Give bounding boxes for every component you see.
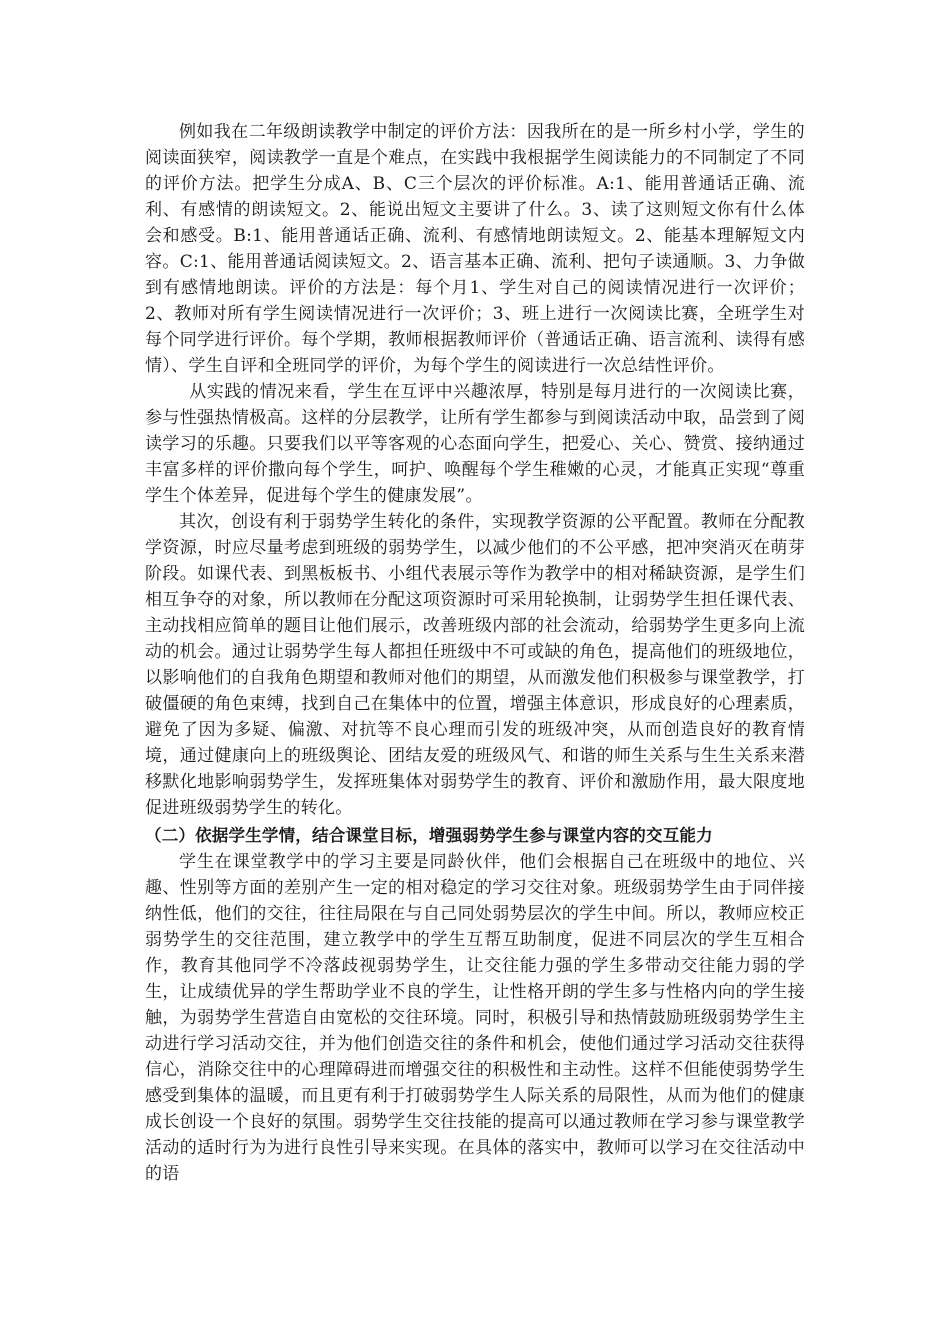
paragraph-interaction-ability: 学生在课堂教学中的学习主要是同龄伙伴，他们会根据自己在班级中的地位、兴趣、性别等方面的差别产生一定的相对稳定的学习交往对象。班级弱势学生由于同伴接纳性低，他们的交往，往往局限在与自己同处弱势层次的学生中间。所以，教师应校正弱势学生的交往范围，建立教学中的学生互帮互助制度，促进不同层次的学生互相合作，教育其他同学不冷落歧视弱势学生，让交往能力强的学生多带动交往能力弱的学生，让成绩优异的学生帮助学业不良的学生，让性格开朗的学生多与性格内向的学生接触，为弱势学生营造自由宽松的交往环境。同时，积极引导和热情鼓励班级弱势学生主动进行学习活动交往，并为他们创造交往的条件和机会，使他们通过学习活动交往获得信心，消除交往中的心理障碍进而增强交往的积极性和主动性。这样不但能使弱势学生感受到集体的温暖，而且更有利于打破弱势学生人际关系的局限性，从而为他们的健康成长创设一个良好的氛围。弱势学生交往技能的提高可以通过教师在学习参与课堂教学活动的适时行为为进行良性引导来实现。在具体的落实中，教师可以学习在交往活动中的语: [145, 852, 805, 1184]
paragraph-practice-results: 从实践的情况来看，学生在互评中兴趣浓厚，特别是每月进行的一次阅读比赛，参与性强热情极高。这样的分层教学，让所有学生都参与到阅读活动中取，品尝到了阅读学习的乐趣。只要我们以平等客观的心态面向学生，把爱心、关心、赞赏、接纳通过丰富多样的评价撒向每个学生，呵护、唤醒每个学生稚嫩的心灵，才能真正实现“尊重学生个体差异，促进每个学生的健康发展”。: [145, 382, 805, 506]
section-heading: （二）依据学生学情，结合课堂目标，增强弱势学生参与课堂内容的交互能力: [145, 826, 713, 845]
document-body: [145, 119, 805, 1187]
paragraph-resource-allocation: 其次，创设有利于弱势学生转化的条件，实现教学资源的公平配置。教师在分配教学资源，时应尽量考虑到班级的弱势学生，以减少他们的不公平感，把冲突消灭在萌芽阶段。如课代表、到黑板板书、小组代表展示等作为教学中的相对稀缺资源，是学生们相互争夺的对象，所以教师在分配这项资源时可采用轮换制，让弱势学生担任课代表、主动找相应简单的题目让他们展示，改善班级内部的社会流动，给弱势学生更多向上流动的机会。通过让弱势学生每人都担任班级中不可或缺的角色，提高他们的班级地位，以影响他们的自我角色期望和教师对他们的期望，从而激发他们积极参与课堂教学，打破僵硬的角色束缚，找到自己在集体中的位置，增强主体意识，形成良好的心理素质，避免了因为多疑、偏激、对抗等不良心理而引发的班级冲突，从而创造良好的教育情境，通过健康向上的班级舆论、团结友爱的班级风气、和谐的师生关系与生生关系来潜移默化地影响弱势学生，发挥班集体对弱势学生的教育、评价和激励作用，最大限度地促进班级弱势学生的转化。: [145, 512, 805, 818]
paragraph-evaluation-method: 例如我在二年级朗读教学中制定的评价方法：因我所在的是一所乡村小学，学生的阅读面狭窄，阅读教学一直是个难点，在实践中我根据学生阅读能力的不同制定了不同的评价方法。把学生分成A、B、C三个层次的评价标准。A:1、能用普通话正确、流利、有感情的朗读短文。2、能说出短文主要讲了什么。3、读了这则短文你有什么体会和感受。B:1、能用普通话正确、流利、有感情地朗读短文。2、能基本理解短文内容。C:1、能用普通话阅读短文。2、语言基本正确、流利、把句子读通顺。3、力争做到有感情地朗读。评价的方法是：每个月1、学生对自己的阅读情况进行一次评价；2、教师对所有学生阅读情况进行一次评价；3、班上进行一次阅读比赛，全班学生对每个同学进行评价。每个学期，教师根据教师评价（普通话正确、语言流利、读得有感情）、学生自评和全班同学的评价，为每个学生的阅读进行一次总结性评价。: [145, 122, 805, 376]
